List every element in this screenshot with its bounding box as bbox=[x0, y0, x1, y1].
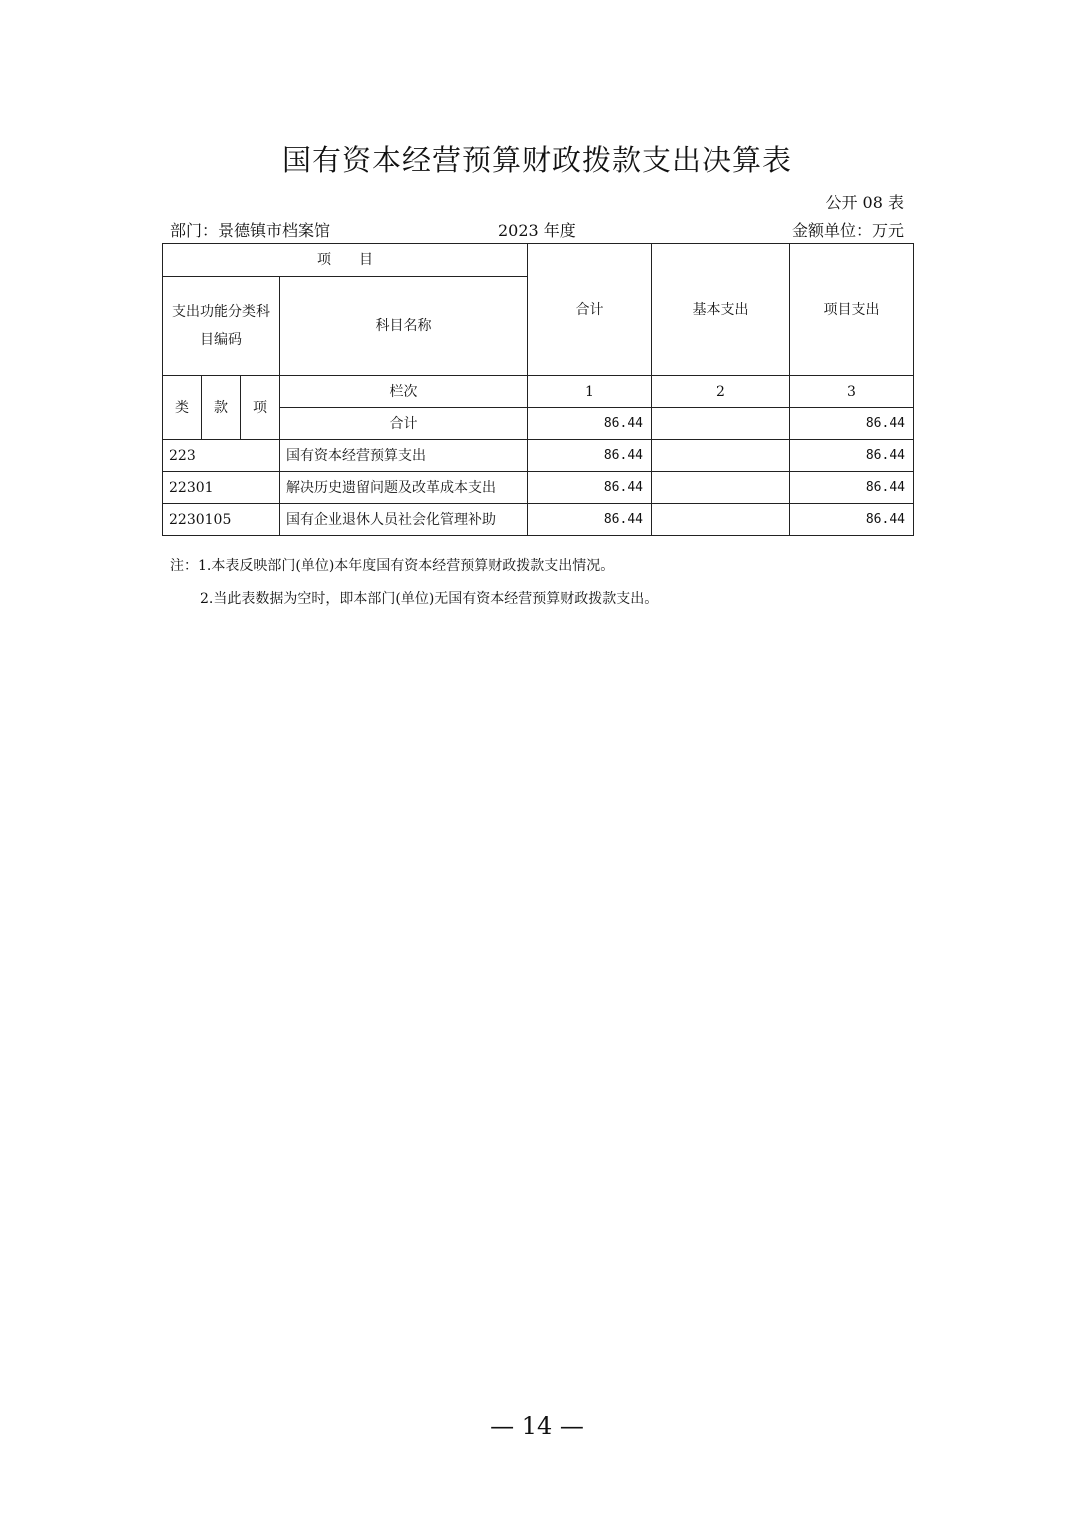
sum-basic bbox=[652, 408, 790, 440]
class-kuan: 款 bbox=[202, 376, 241, 440]
row-name: 解决历史遗留问题及改革成本支出 bbox=[280, 472, 528, 504]
header-name: 科目名称 bbox=[280, 277, 528, 376]
header-project: 项目支出 bbox=[790, 244, 914, 376]
header-code: 支出功能分类科目编码 bbox=[163, 277, 280, 376]
header-item: 项 目 bbox=[163, 244, 528, 277]
row-name: 国有资本经营预算支出 bbox=[280, 440, 528, 472]
row-project: 86.44 bbox=[790, 472, 914, 504]
row-total: 86.44 bbox=[528, 472, 652, 504]
row-project: 86.44 bbox=[790, 440, 914, 472]
index-1: 1 bbox=[528, 376, 652, 408]
note-2: 2.当此表数据为空时，即本部门(单位)无国有资本经营预算财政拨款支出。 bbox=[200, 591, 659, 607]
header-total: 合计 bbox=[528, 244, 652, 376]
amount-unit: 金额单位：万元 bbox=[791, 221, 904, 240]
index-label: 栏次 bbox=[280, 376, 528, 408]
row-basic bbox=[652, 472, 790, 504]
row-basic bbox=[652, 440, 790, 472]
index-row bbox=[163, 376, 914, 408]
page-title: 国有资本经营预算财政拨款支出决算表 bbox=[281, 143, 792, 177]
fiscal-year: 2023 年度 bbox=[498, 221, 576, 240]
row-total: 86.44 bbox=[528, 504, 652, 536]
header-basic: 基本支出 bbox=[652, 244, 790, 376]
row-project: 86.44 bbox=[790, 504, 914, 536]
table-row bbox=[163, 504, 914, 536]
sum-label: 合计 bbox=[280, 408, 528, 440]
table-row bbox=[163, 440, 914, 472]
row-total: 86.44 bbox=[528, 440, 652, 472]
table-row bbox=[163, 472, 914, 504]
row-name: 国有企业退休人员社会化管理补助 bbox=[280, 504, 528, 536]
row-code: 22301 bbox=[163, 472, 280, 504]
expenditure-table bbox=[162, 243, 914, 536]
note-1: 注：1.本表反映部门(单位)本年度国有资本经营预算财政拨款支出情况。 bbox=[170, 558, 615, 574]
row-code: 2230105 bbox=[163, 504, 280, 536]
form-number: 公开 08 表 bbox=[825, 193, 904, 212]
header-row-1 bbox=[163, 244, 914, 277]
page-number: — 14 — bbox=[490, 1412, 584, 1440]
class-lei: 类 bbox=[163, 376, 202, 440]
class-xiang: 项 bbox=[241, 376, 280, 440]
sum-project: 86.44 bbox=[790, 408, 914, 440]
sum-total: 86.44 bbox=[528, 408, 652, 440]
index-2: 2 bbox=[652, 376, 790, 408]
department-label: 部门：景德镇市档案馆 bbox=[170, 221, 331, 240]
index-3: 3 bbox=[790, 376, 914, 408]
row-code: 223 bbox=[163, 440, 280, 472]
row-basic bbox=[652, 504, 790, 536]
